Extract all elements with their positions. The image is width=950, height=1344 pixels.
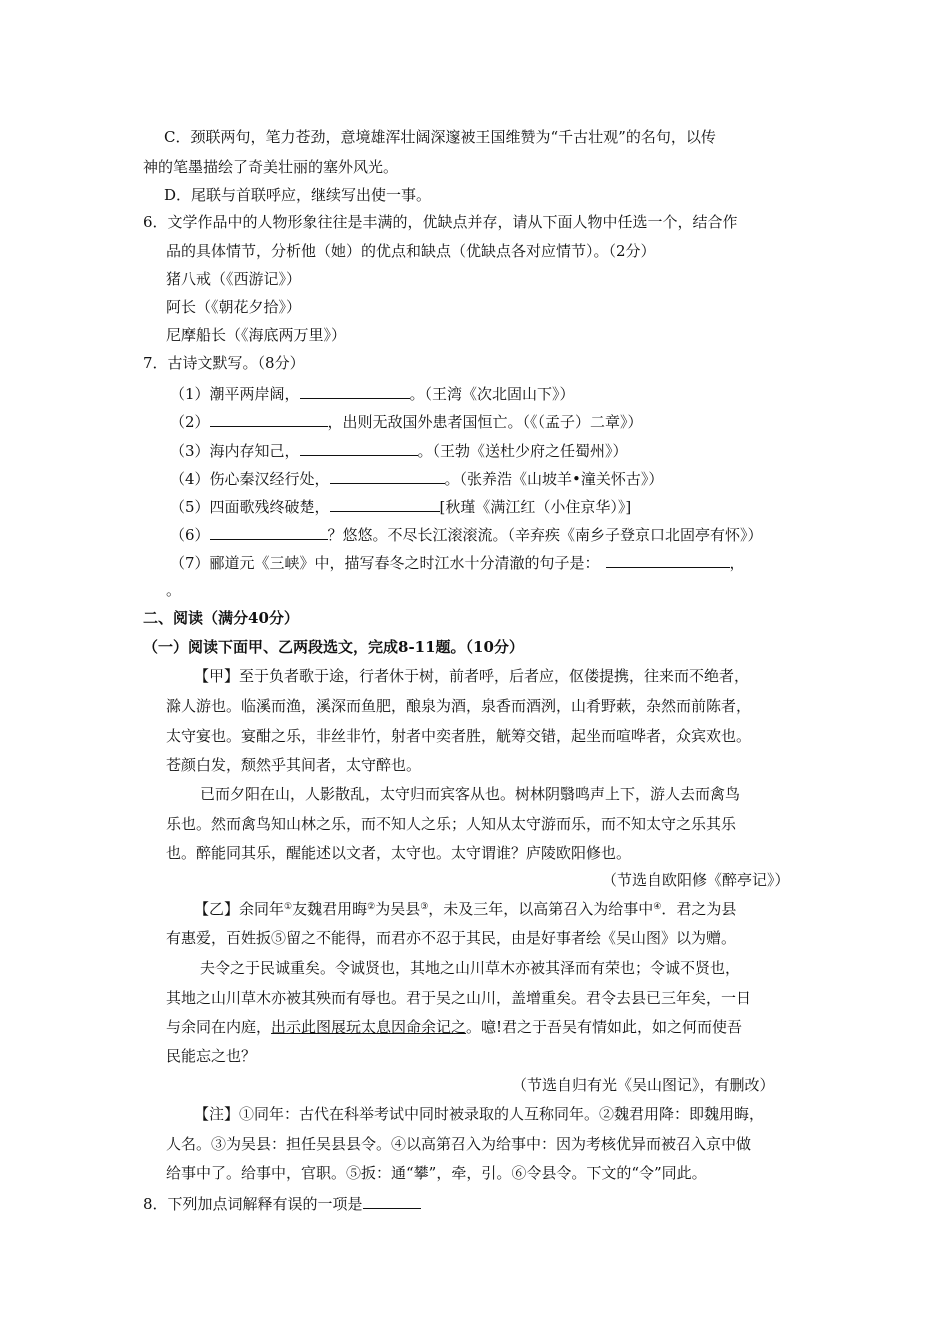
q7-item-3-blank[interactable] xyxy=(300,439,418,456)
yi-text: 友魏君用晦 xyxy=(292,900,368,918)
q7-item-7-blank-1[interactable] xyxy=(606,551,730,568)
q7-item-2-blank[interactable] xyxy=(210,410,328,427)
jia-p1-line1: 【甲】至于负者歌于途，行者休于树，前者呼，后者应，伛偻提携，往来而不绝者， xyxy=(194,667,750,685)
jia-p1-line3: 太守宴也。宴酣之乐，非丝非竹，射者中奕者胜，觥筹交错，起坐而喧哗者，众宾欢也。 xyxy=(166,727,752,745)
q7-item-6-prefix: （6） xyxy=(170,526,210,544)
notes-line3: 给事中了。给事中，官职。⑤扳：通“攀”，牵，引。⑥令县令。下文的“令”同此。 xyxy=(166,1164,707,1182)
underlined-sentence: 出示此图展玩太息因命余记之 xyxy=(271,1018,467,1036)
jia-p1-line2: 滁人游也。临溪而渔，溪深而鱼肥，酿泉为酒，泉香而酒洌，山肴野蔌，杂然而前陈者， xyxy=(166,697,752,715)
q7-item-4-suffix: 。（张养浩《山坡羊•潼关怀古》） xyxy=(444,470,664,488)
q6-stem-line2: 品的具体情节，分析他（她）的优点和缺点（优缺点各对应情节）。（2分） xyxy=(166,242,656,260)
q8-answer-blank[interactable] xyxy=(363,1192,421,1209)
q7-item-3-suffix: 。（王勃《送杜少府之任蜀州》） xyxy=(417,442,628,460)
footnote-ref-3: ③ xyxy=(420,902,429,912)
q7-item-6-blank[interactable] xyxy=(210,523,328,540)
q7-item-1 xyxy=(170,382,575,404)
q5-option-d: D．尾联与首联呼应，继续写出使一事。 xyxy=(164,186,432,204)
q7-item-7-prefix: （7）郦道元《三峡》中，描写春冬之时江水十分清澈的句子是： xyxy=(170,554,600,572)
q7-item-1-blank[interactable] xyxy=(300,382,410,399)
q7-item-3-prefix: （3）海内存知己， xyxy=(170,442,300,460)
q7-item-7-comma: ， xyxy=(729,554,745,572)
yi-p2-line2: 其地之山川草木亦被其殃而有辱也。君于吴之山川，盖增重矣。君令去县已三年矣，一日 xyxy=(166,989,752,1007)
q7-title: 7．古诗文默写。（8分） xyxy=(143,354,305,372)
q7-item-7-end: 。 xyxy=(166,581,182,599)
yi-text: 与余同在内庭， xyxy=(166,1018,272,1036)
yi-p2-line4: 民能忘之也？ xyxy=(166,1047,257,1065)
q7-item-6-suffix: ？悠悠。不尽长江滚滚流。（辛弃疾《南乡子登京口北固亭有怀》） xyxy=(327,526,763,544)
yi-text: 为吴县 xyxy=(375,900,421,918)
footnote-ref-1: ① xyxy=(284,902,293,912)
q7-item-5-prefix: （5）四面歌残终破楚， xyxy=(170,498,330,516)
yi-p1-line1 xyxy=(194,899,736,919)
yi-p1-line2: 有惠爱，百姓扳⑤留之不能得，而君亦不忍于其民，由是好事者绘《吴山图》以为赠。 xyxy=(166,929,737,947)
q7-item-4-blank[interactable] xyxy=(330,467,445,484)
jia-p2-line3: 也。醉能同其乐，醒能述以文者，太守也。太守谓谁？庐陵欧阳修也。 xyxy=(166,844,632,862)
q6-option-1: 猪八戒（《西游记》） xyxy=(166,270,302,288)
yi-text: ．君之为县 xyxy=(661,900,737,918)
q6-option-2: 阿长（《朝花夕拾》） xyxy=(166,298,302,316)
q7-item-4-prefix: （4）伤心秦汉经行处， xyxy=(170,470,330,488)
yi-p2-line1: 夫令之于民诚重矣。令诚贤也，其地之山川草木亦被其泽而有荣也；令诚不贤也， xyxy=(200,959,741,977)
yi-text: 【乙】余同年 xyxy=(194,900,285,918)
jia-p2-line2: 乐也。然而禽鸟知山林之乐，而不知人之乐；人知从太守游而乐，而不知太守之乐其乐 xyxy=(166,815,737,833)
notes-line1: 【注】①同年：古代在科举考试中同时被录取的人互称同年。②魏君用降：即魏用晦， xyxy=(194,1105,765,1123)
jia-p1-line4: 苍颜白发，颓然乎其间者，太守醉也。 xyxy=(166,756,422,774)
q8-stem xyxy=(143,1192,421,1214)
footnote-ref-4: ④ xyxy=(653,902,662,912)
q7-item-5-suffix: [秋瑾《满江红（小住京华）》] xyxy=(439,498,632,516)
q6-stem-line1: 6．文学作品中的人物形象往往是丰满的，优缺点并存，请从下面人物中任选一个，结合作 xyxy=(143,213,738,231)
q7-item-1-prefix: （1）潮平两岸阔， xyxy=(170,385,300,403)
q7-item-2-suffix: ，出则无敌国外患者国恒亡。（《（孟子）二章》） xyxy=(327,413,643,431)
yi-source: （节选自归有光《吴山图记》，有删改） xyxy=(512,1076,775,1094)
q7-item-2 xyxy=(170,410,643,432)
yi-p2-line3 xyxy=(166,1017,742,1037)
q7-item-2-prefix: （2） xyxy=(170,413,210,431)
q5-option-c-line2: 神的笔墨描绘了奇美壮丽的塞外风光。 xyxy=(143,158,399,176)
q7-item-5-blank[interactable] xyxy=(330,495,440,512)
section-2-title: 二、阅读（满分40分） xyxy=(143,609,299,627)
q7-item-3 xyxy=(170,439,628,461)
yi-text: ，未及三年，以高第召入为给事中 xyxy=(428,900,654,918)
q7-item-4 xyxy=(170,467,663,489)
q5-option-c-line1: C．颈联两句，笔力苍劲，意境雄浑壮阔深邃被王国维赞为“千古壮观”的名句，以传 xyxy=(164,128,716,146)
q7-item-7 xyxy=(170,551,745,573)
notes-line2: 人名。③为吴县：担任吴县县令。④以高第召入为给事中：因为考核优异而被召入京中做 xyxy=(166,1135,752,1153)
q6-option-3: 尼摩船长（《海底两万里》） xyxy=(166,326,347,344)
jia-p2-line1: 已而夕阳在山，人影散乱，太守归而宾客从也。树林阴翳鸣声上下，游人去而禽鸟 xyxy=(200,785,741,803)
jia-source: （节选自欧阳修《醉亭记》） xyxy=(602,871,790,889)
q7-item-1-suffix: 。（王湾《次北固山下》） xyxy=(409,385,575,403)
q7-item-5 xyxy=(170,495,631,517)
yi-text: 。噫!君之于吾吴有情如此，如之何而使吾 xyxy=(466,1018,743,1036)
reading-part-1-title: （一）阅读下面甲、乙两段选文，完成8-11题。（10分） xyxy=(143,638,524,656)
footnote-ref-2: ② xyxy=(367,902,376,912)
q7-item-6 xyxy=(170,523,763,545)
q8-stem-text: 8．下列加点词解释有误的一项是 xyxy=(143,1195,363,1213)
